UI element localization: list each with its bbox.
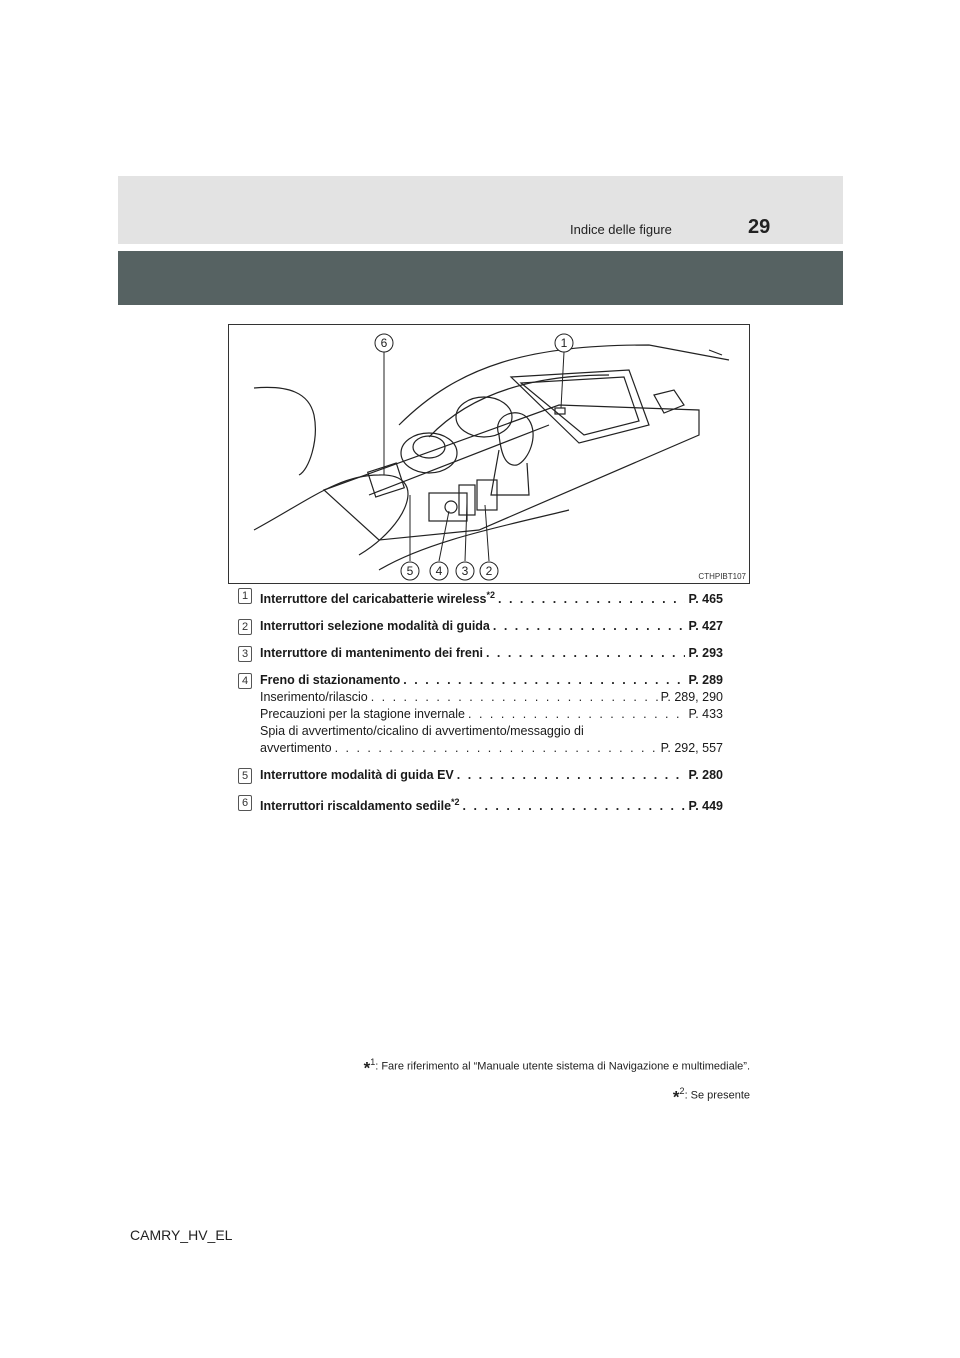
entry-row[interactable] [260,645,723,662]
sub-entry-row[interactable] [260,706,723,723]
footnotes [364,1051,750,1108]
entry-label: Interruttori selezione modalità di guida [260,619,490,634]
item-number: 6 [238,795,252,811]
page-reference[interactable]: P. 293 [688,646,723,661]
console-illustration [229,325,749,583]
page-reference[interactable]: P. 280 [688,768,723,783]
footnote-1-text: : Fare riferimento al “Manuale utente sistema di Navigazione e multimediale”. [375,1060,750,1073]
entry-footnote-mark: *2 [451,797,460,808]
footnote-star: * [363,1058,371,1078]
list-item [238,645,723,662]
callout-2-text: 2 [485,564,493,578]
page-reference[interactable]: P. 433 [688,707,723,722]
list-item [238,767,723,784]
section-title: Indice delle figure [570,222,672,237]
footnote-1 [364,1051,750,1080]
footnote-2-mark: 2 [679,1085,685,1096]
entry-footnote-mark: *2 [486,590,495,600]
item-number: 4 [238,673,252,689]
entry-row[interactable] [260,587,723,608]
callout-5-text: 5 [406,564,414,578]
leader-line-3 [465,503,467,561]
entry-label: Interruttore modalità di guida EV [260,768,454,783]
entry-row[interactable] [260,794,723,815]
item-number: 3 [238,646,252,662]
item-number: 2 [238,619,252,635]
entry-row[interactable] [260,767,723,784]
leader-dots [457,767,686,784]
list-item [238,672,723,757]
list-item [238,794,723,815]
sub-entry-row[interactable] [260,689,723,706]
sub-entry-label: Inserimento/rilascio [260,690,368,705]
console-edge-lower [379,510,569,570]
cup-holder-left [401,433,457,473]
seat-outline-left [254,387,315,475]
figure-index-list [238,587,723,825]
page-reference[interactable]: P. 292, 557 [660,741,723,756]
item-number: 1 [238,588,252,604]
sub-entry-label-line1: Spia di avvertimento/cicalino di avvertimento/messaggio di [260,724,584,739]
callout-3-text: 3 [461,564,469,578]
parking-brake-switch [445,501,457,513]
page-reference[interactable]: P. 289 [688,673,723,688]
leader-dots [468,706,685,723]
leader-line-4 [439,511,449,561]
console-body [324,405,699,540]
item-number: 5 [238,768,252,784]
sub-entry-label-line2: avvertimento [260,741,332,756]
center-console-figure [228,324,750,584]
entry-label: Interruttori riscaldamento sedile [260,799,452,814]
leader-dots [486,645,686,662]
leader-dots [463,798,686,815]
footnote-star: * [672,1087,680,1107]
entry-label: Interruttore del caricabatterie wireless [260,592,487,607]
cup-holder-left-inner [413,436,445,458]
model-code: CAMRY_HV_EL [130,1227,233,1243]
page-reference[interactable]: P. 449 [688,799,723,814]
entry-row[interactable] [260,618,723,635]
header-top-band [118,176,843,244]
leader-dots [498,591,685,608]
footnote-2 [364,1080,750,1109]
leader-dots [335,740,658,757]
callout-6-text: 6 [380,336,388,350]
leader-dots [403,672,685,689]
page-reference[interactable]: P. 289, 290 [660,690,723,705]
sub-entry-row[interactable] [260,740,723,757]
footnote-1-mark: 1 [370,1057,376,1067]
charger-switch [555,408,565,414]
leader-dots [371,689,658,706]
sub-entry-label: Precauzioni per la stagione invernale [260,707,465,722]
page-number: 29 [748,216,771,238]
list-item [238,587,723,608]
footnote-2-text: : Se presente [684,1089,750,1102]
entry-row[interactable] [260,672,723,689]
header-dark-band [118,251,843,305]
callout-1-text: 1 [560,336,568,350]
callout-4-text: 4 [435,564,443,578]
page-reference[interactable]: P. 427 [688,619,723,634]
entry-label: Interruttore di mantenimento dei freni [260,646,483,661]
list-item [238,618,723,635]
leader-line-2 [485,505,489,561]
figure-code: CTHPIBT107 [698,572,746,581]
page-reference[interactable]: P. 465 [688,592,723,607]
leader-dots [493,618,686,635]
entry-label: Freno di stazionamento [260,673,401,688]
